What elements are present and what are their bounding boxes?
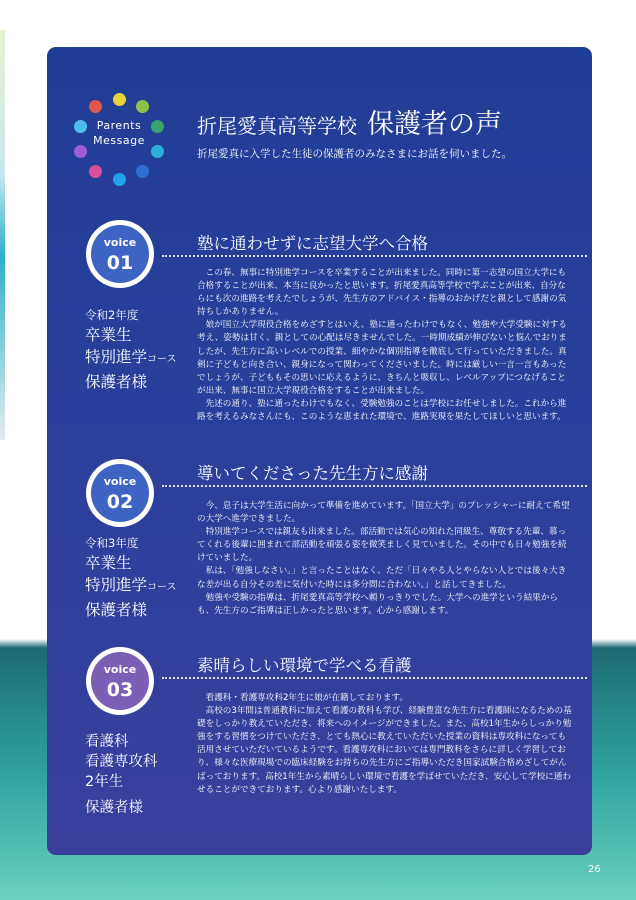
page-number: 26 bbox=[588, 864, 601, 875]
voice-badge-01 bbox=[86, 220, 154, 288]
page-title bbox=[197, 102, 502, 141]
voice-badge-02 bbox=[86, 459, 154, 527]
voice-title-02: 導いてくださった先生方に感謝 bbox=[197, 464, 428, 483]
emblem-dot bbox=[151, 145, 164, 158]
emblem-dot bbox=[89, 100, 102, 113]
emblem-dot bbox=[151, 120, 164, 133]
emblem-dot bbox=[74, 145, 87, 158]
emblem-dot bbox=[89, 165, 102, 178]
parents-message-emblem bbox=[73, 93, 165, 185]
page-subtitle: 折尾愛真に入学した生徒の保護者のみなさまにお話を伺いました。 bbox=[197, 148, 512, 160]
voice-body-02: 今、息子は大学生活に向かって準備を進めています。「国立大学」のプレッシャーに耐えて希望の大学へ進学できました。 特別進学コースでは親友も出来ました。部活動では気心の知れた同級生、尊敬する先輩、慕ってくれる後輩に囲まれて部活動を頑張る姿を微笑ましく見ていました。その中でも日々勉強を続けていました。 私は、「勉強しなさい。」と言ったことはなく、ただ「日々やる人とやらない人とでは後々大きな差が出る自分その差に気付いた時には多分間に合わない。」と話してきました。 勉強や受験の指導は、折尾愛真高等学校へ頼りっきりでした。大学への進学という結果からも、先生方のご指導は正しかったと思います。心から感謝します。 bbox=[197, 501, 570, 616]
voice-title-01: 塾に通わせずに志望大学へ合格 bbox=[197, 234, 428, 253]
parents-message-panel bbox=[47, 47, 592, 855]
emblem-dot bbox=[136, 165, 149, 178]
voice-body-01: この春、無事に特別進学コースを卒業することが出来ました。同時に第一志望の国立大学にも合格することが出来、本当に良かったと思います。折尾愛真高等学校で学ぶことが出来、自分ならにも次の進路を考えたでしょうが、先生方のアドバイス・指導のおかげだと親として感謝の気持ちしかありません。 娘が国立大学現役合格をめざすとはいえ、塾に通ったわけでもなく、勉強や大学受験に対する考え、姿勢は甘く、親としての心配は尽きませんでした。一時期成績が伸びないと悩んでおりましたが、先生方に高いレベルでの授業、細やかな個別指導を徹底して行っていただきました。真剣に子どもと向き合い、親身になって関わってくださいました。時には厳しい一言一言もあったでしょうが、子どももその思いに応えるように、きちんと吸収し、レベルアップにつなげることが出来、無事に国立大学現役合格をすることが出来ました。 先述の通り、塾に通ったわけでもなく、受験勉強のことは学校にお任せしました。これから進路を考えるみなさんにも、このような恵まれた環境で、進路実現を果たしてほしいと思います。 bbox=[197, 268, 567, 423]
title-main: 保護者の声 bbox=[367, 109, 502, 140]
dotted-divider bbox=[162, 255, 587, 257]
dotted-divider bbox=[162, 677, 587, 679]
emblem-label: Parents Message bbox=[93, 119, 145, 147]
voice-badge-inner: voice 01 bbox=[91, 225, 149, 283]
voice-body-03: 看護科・看護専攻科2年生に娘が在籍しております。 高校の3年間は普通教科に加えて看護の教科も学び、経験豊富な先生方に看護師になるための基礎をしっかり教えていただき、将来へのイメージができました。また、高校1年生からしっかり勉強をする習慣をつけていただき、とても熱心に教えていただいた授業の資料は専攻科になっても活用させていただいているようです。看護専攻科においては専門教科をさらに詳しく学習しており、様々な医療現場での臨床経験をお持ちの先生方にご指導いただき国家試験合格めざしてがんばっております。高校1年生から素晴らしい環境で看護を学ばせていただき、安心して学校に通わせることができております。心より感謝いたします。 bbox=[197, 693, 572, 795]
voice-badge-03 bbox=[86, 647, 154, 715]
left-edge-strip bbox=[0, 30, 5, 440]
voice-badge-inner: voice 03 bbox=[91, 652, 149, 710]
writer-info-03: 看護科 看護専攻科 2年生 保護者様 bbox=[85, 734, 158, 816]
emblem-dot bbox=[113, 173, 126, 186]
writer-info-01: 令和2年度 卒業生 特別進学コース 保護者様 bbox=[85, 308, 177, 391]
voice-badge-inner: voice 02 bbox=[91, 464, 149, 522]
writer-info-02: 令和3年度 卒業生 特別進学コース 保護者様 bbox=[85, 536, 177, 619]
voice-title-03: 素晴らしい環境で学べる看護 bbox=[197, 656, 412, 675]
school-name: 折尾愛真高等学校 bbox=[197, 114, 357, 138]
emblem-dot bbox=[136, 100, 149, 113]
emblem-dot bbox=[113, 93, 126, 106]
dotted-divider bbox=[162, 485, 587, 487]
